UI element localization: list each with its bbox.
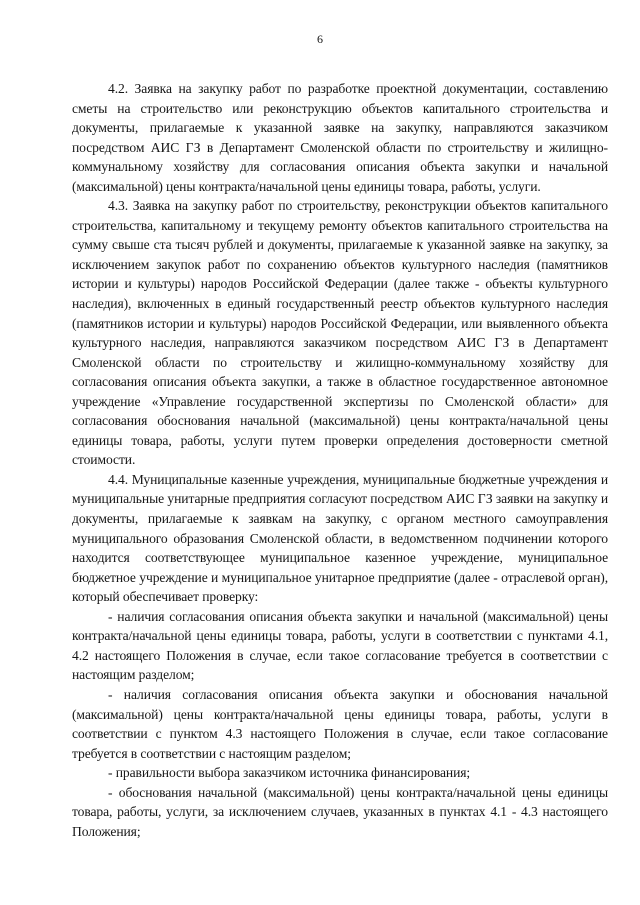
page-number: 6 [317, 32, 323, 46]
list-item-check-approval-4-3: - наличия согласования описания объекта закупки и обоснования начальной (максимальной) цены контракта/начальной цены единицы товара, работы, услуги в соответствии с пунктом 4.3 настоящего Положения в случае, если такое согласование требуется в соответствии с настоящим разделом; [72, 686, 608, 761]
list-item-check-approval-4-1-4-2: - наличия согласования описания объекта закупки и начальной (максимальной) цены контракта/начальной цены единицы товара, работы, услуги в соответствии с пунктами 4.1, 4.2 настоящего Положения в случае, если такое согласование требуется в соответствии с настоящим разделом; [72, 608, 608, 683]
list-item-check-funding-source: - правильности выбора заказчиком источника финансирования; [108, 765, 471, 781]
paragraph-4-4: 4.4. Муниципальные казенные учреждения, муниципальные бюджетные учреждения и муниципальные унитарные предприятия согласуют посредством АИС ГЗ заявки на закупку и документы, прилагаемые к заявкам на закупку, с органом местного самоуправления муниципального образования Смоленской области, в ведомственном подчинении которого находится соответствующее муниципальное казенное учреждение, муниципальное бюджетное учреждение и муниципальное унитарное предприятие (далее - отраслевой орган), который обеспечивает проверку: [72, 471, 608, 605]
list-item-check-price-justification: - обоснования начальной (максимальной) цены контракта/начальной цены единицы товара, работы, услуги, за исключением случаев, указанных в пунктах 4.1 - 4.3 настоящего Положения; [72, 784, 608, 839]
document-body [72, 79, 608, 841]
paragraph-4-3: 4.3. Заявка на закупку работ по строительству, реконструкции объектов капитального строительства, капитальному и текущему ремонту объектов капитального строительства на сумму свыше ста тысяч рублей и документы, прилагаемые к указанной заявке на закупку, за исключением закупок работ по сохранению объектов культурного наследия (памятников истории и культуры) народов Российской Федерации (далее также - объекты культурного наследия), включенных в единый государственный реестр объектов культурного наследия (памятников истории и культуры) народов Российской Федерации, или выявленного объекта культурного наследия, направляются заказчиком посредством АИС ГЗ в Департамент Смоленской области по строительству и жилищно-коммунальному хозяйству для согласования описания объекта закупки, а также в областное государственное автономное учреждение «Управление государственной экспертизы по Смоленской области» для согласования обоснования начальной (максимальной) цены контракта/начальной цены единицы товара, работы, услуги путем проверки определения достоверности сметной стоимости. [72, 198, 608, 468]
paragraph-4-2: 4.2. Заявка на закупку работ по разработке проектной документации, составлению сметы на строительство или реконструкцию объектов капитального строительства и документы, прилагаемые к указанной заявке на закупку, направляются заказчиком посредством АИС ГЗ в Департамент Смоленской области по строительству и жилищно-коммунальному хозяйству для согласования описания объекта закупки и начальной (максимальной) цены контракта/начальной цены единицы товара, работы, услуги. [72, 81, 608, 194]
